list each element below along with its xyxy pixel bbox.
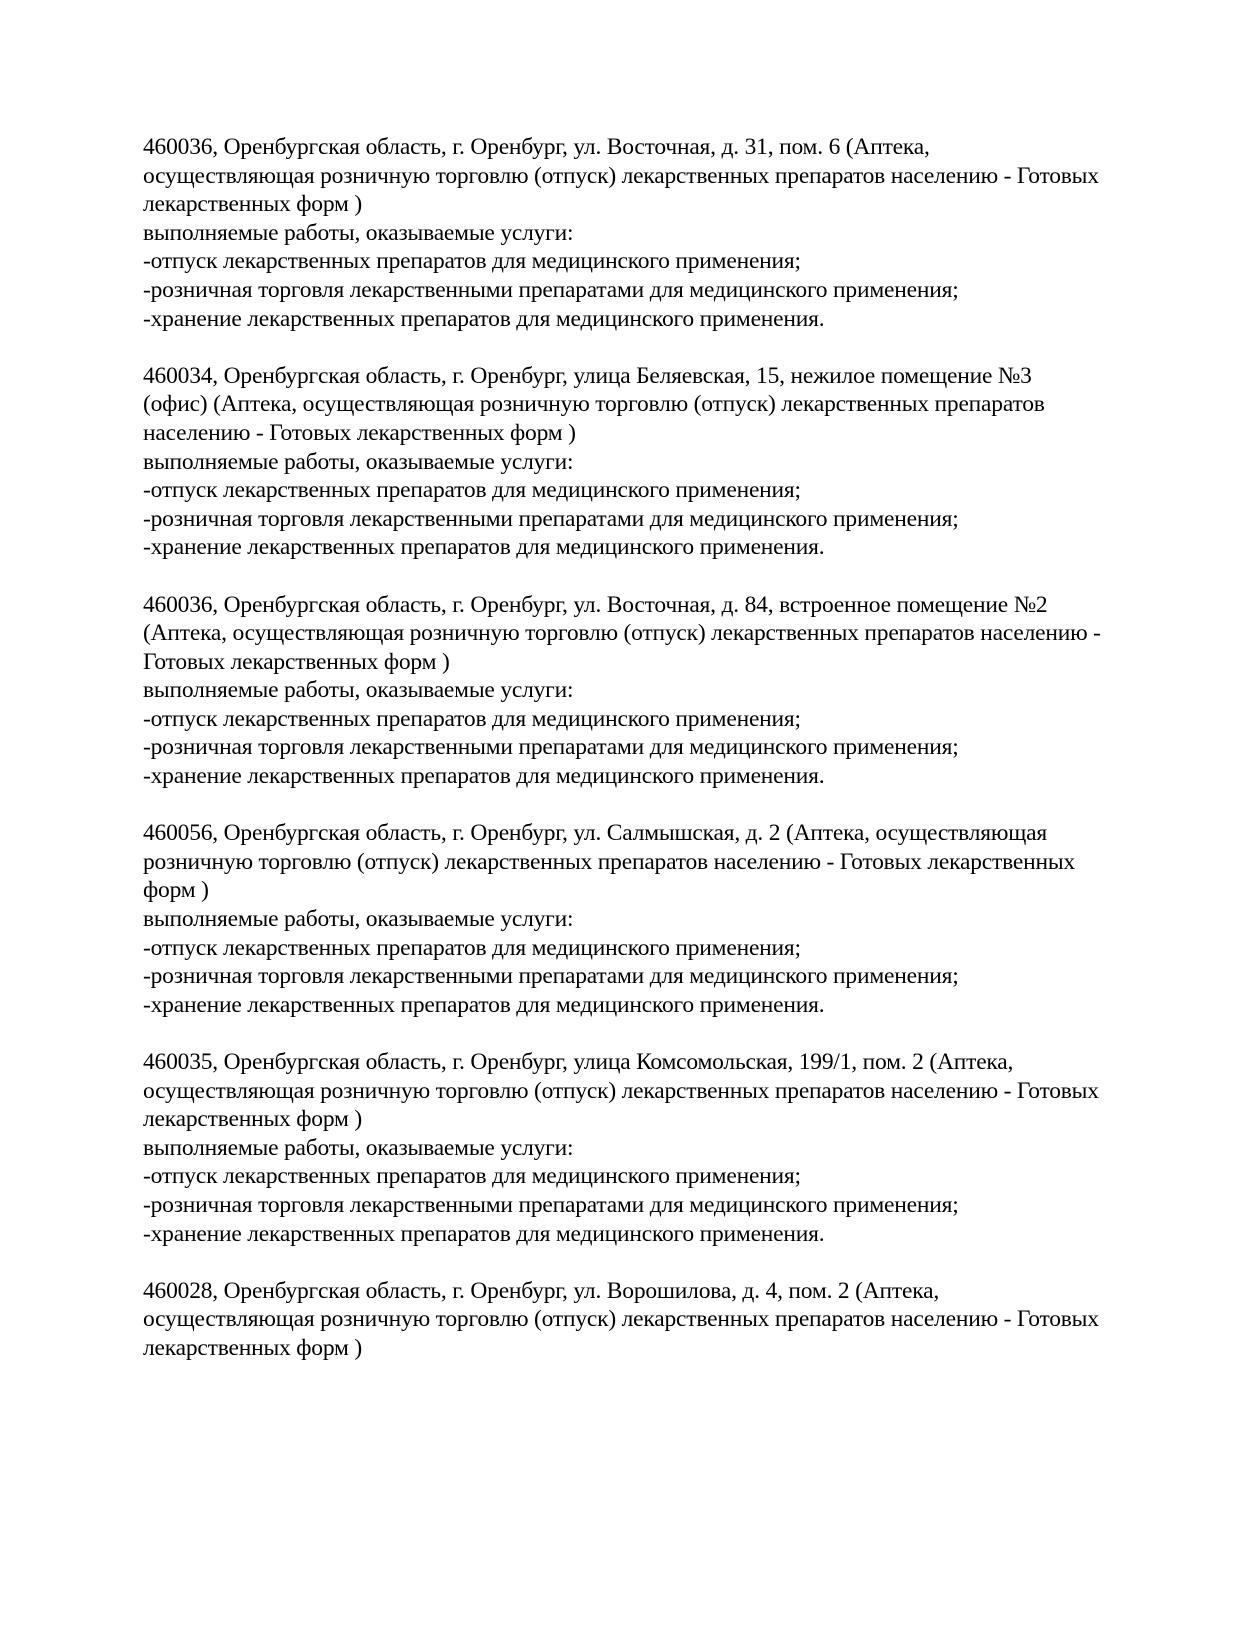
address-line: осуществляющая розничную торговлю (отпуск) лекарственных препаратов населению - Готовых	[143, 1077, 1099, 1104]
service-item: -розничная торговля лекарственными препаратами для медицинского применения;	[143, 734, 959, 761]
service-item: -хранение лекарственных препаратов для медицинского применения.	[143, 1220, 825, 1247]
service-item: -розничная торговля лекарственными препаратами для медицинского применения;	[143, 1191, 959, 1218]
address-line: Готовых лекарственных форм )	[143, 648, 450, 675]
services-heading: выполняемые работы, оказываемые услуги:	[143, 1134, 574, 1161]
services-heading: выполняемые работы, оказываемые услуги:	[143, 906, 574, 933]
address-line: форм )	[143, 877, 209, 904]
service-item: -хранение лекарственных препаратов для медицинского применения.	[143, 763, 825, 790]
address-line: (Аптека, осуществляющая розничную торговлю (отпуск) лекарственных препаратов населению -	[143, 620, 1101, 647]
address-line: лекарственных форм )	[143, 1106, 362, 1133]
address-line: 460036, Оренбургская область, г. Оренбург, ул. Восточная, д. 84, встроенное помещение №2	[143, 591, 1048, 618]
document-page	[143, 133, 1153, 1391]
address-line: 460056, Оренбургская область, г. Оренбург, ул. Салмышская, д. 2 (Аптека, осуществляющая	[143, 820, 1047, 847]
service-item: -розничная торговля лекарственными препаратами для медицинского применения;	[143, 963, 959, 990]
service-item: -хранение лекарственных препаратов для медицинского применения.	[143, 991, 825, 1018]
address-line: осуществляющая розничную торговлю (отпуск) лекарственных препаратов населению - Готовых	[143, 162, 1099, 189]
address-line: розничную торговлю (отпуск) лекарственных препаратов населению - Готовых лекарственных	[143, 848, 1075, 875]
address-line: населению - Готовых лекарственных форм )	[143, 419, 576, 446]
service-item: -розничная торговля лекарственными препаратами для медицинского применения;	[143, 276, 959, 303]
services-heading: выполняемые работы, оказываемые услуги:	[143, 448, 574, 475]
service-item: -розничная торговля лекарственными препаратами для медицинского применения;	[143, 505, 959, 532]
service-item: -хранение лекарственных препаратов для медицинского применения.	[143, 534, 825, 561]
service-item: -хранение лекарственных препаратов для медицинского применения.	[143, 305, 825, 332]
services-heading: выполняемые работы, оказываемые услуги:	[143, 219, 574, 246]
pharmacy-entry	[143, 1048, 1153, 1248]
service-item: -отпуск лекарственных препаратов для медицинского применения;	[143, 248, 801, 275]
service-item: -отпуск лекарственных препаратов для медицинского применения;	[143, 1163, 801, 1190]
address-line: 460034, Оренбургская область, г. Оренбург, улица Беляевская, 15, нежилое помещение №3	[143, 362, 1032, 389]
pharmacy-entry	[143, 362, 1153, 562]
pharmacy-entry	[143, 819, 1153, 1019]
service-item: -отпуск лекарственных препаратов для медицинского применения;	[143, 934, 801, 961]
address-line: лекарственных форм )	[143, 191, 362, 218]
service-item: -отпуск лекарственных препаратов для медицинского применения;	[143, 705, 801, 732]
address-line: 460028, Оренбургская область, г. Оренбург, ул. Ворошилова, д. 4, пом. 2 (Аптека,	[143, 1277, 940, 1304]
address-line: осуществляющая розничную торговлю (отпуск) лекарственных препаратов населению - Готовых	[143, 1306, 1099, 1333]
service-item: -отпуск лекарственных препаратов для медицинского применения;	[143, 477, 801, 504]
services-heading: выполняемые работы, оказываемые услуги:	[143, 677, 574, 704]
address-line: (офис) (Аптека, осуществляющая розничную торговлю (отпуск) лекарственных препаратов	[143, 391, 1045, 418]
pharmacy-entry	[143, 133, 1153, 333]
pharmacy-entry	[143, 591, 1153, 791]
address-line: 460036, Оренбургская область, г. Оренбург, ул. Восточная, д. 31, пом. 6 (Аптека,	[143, 134, 930, 160]
address-line: 460035, Оренбургская область, г. Оренбург, улица Комсомольская, 199/1, пом. 2 (Аптека,	[143, 1049, 1014, 1075]
pharmacy-entry	[143, 1277, 1153, 1363]
address-line: лекарственных форм )	[143, 1334, 362, 1361]
